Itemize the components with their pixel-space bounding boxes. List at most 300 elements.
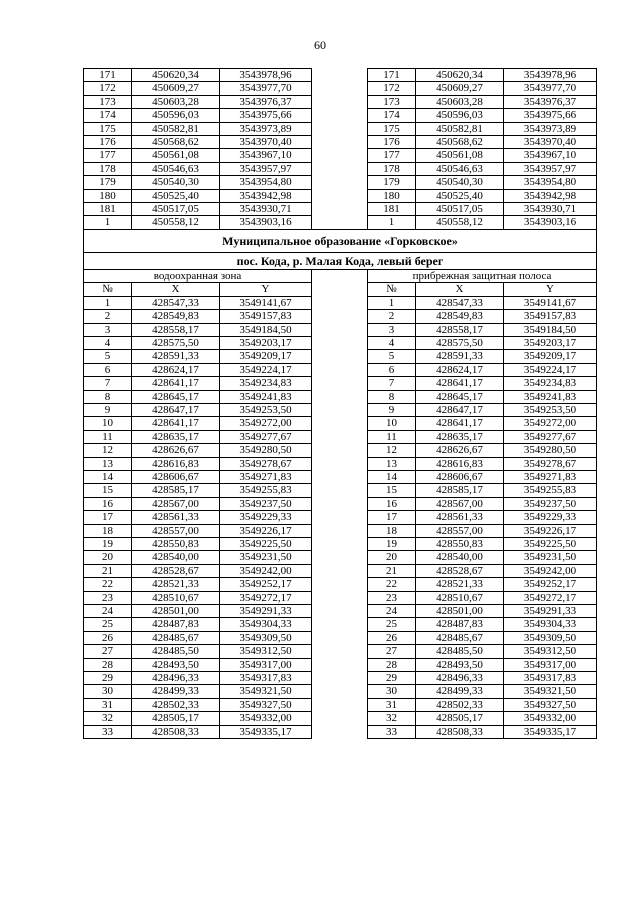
left-x-coordinate: 450517,05	[132, 203, 220, 216]
column-gap	[312, 551, 368, 564]
right-y-coordinate: 3549209,17	[504, 350, 597, 363]
table-row	[84, 698, 597, 711]
column-gap	[312, 444, 368, 457]
left-y-coordinate: 3549234,83	[220, 377, 312, 390]
left-point-number: 10	[84, 417, 132, 430]
left-y-coordinate: 3549317,00	[220, 658, 312, 671]
left-point-number: 174	[84, 109, 132, 122]
right-x-coordinate: 428540,00	[416, 551, 504, 564]
right-point-number: 181	[368, 203, 416, 216]
table-row	[84, 363, 597, 376]
left-point-number: 180	[84, 189, 132, 202]
column-gap	[312, 176, 368, 189]
left-y-coordinate: 3549332,00	[220, 712, 312, 725]
column-gap	[312, 203, 368, 216]
left-y-coordinate: 3543957,97	[220, 162, 312, 175]
column-gap	[312, 605, 368, 618]
table-row	[84, 564, 597, 577]
column-gap	[312, 631, 368, 644]
column-gap	[312, 109, 368, 122]
right-y-coordinate: 3549224,17	[504, 363, 597, 376]
right-point-number: 18	[368, 524, 416, 537]
right-x-coordinate: 428561,33	[416, 511, 504, 524]
left-x-coordinate: 428549,83	[132, 310, 220, 323]
right-point-number: 173	[368, 95, 416, 108]
right-y-coordinate: 3549234,83	[504, 377, 597, 390]
subsection-title: пос. Кода, р. Малая Кода, левый берег	[84, 252, 597, 269]
right-x-coordinate: 428550,83	[416, 538, 504, 551]
right-x-coordinate: 450558,12	[416, 216, 504, 229]
left-x-coordinate: 428496,33	[132, 672, 220, 685]
left-x-coordinate: 428487,83	[132, 618, 220, 631]
right-y-coordinate: 3549241,83	[504, 390, 597, 403]
table-row	[84, 403, 597, 416]
left-point-number: 4	[84, 336, 132, 349]
left-y-coordinate: 3543975,66	[220, 109, 312, 122]
right-point-number: 12	[368, 444, 416, 457]
column-gap	[312, 122, 368, 135]
left-y-coordinate: 3549280,50	[220, 444, 312, 457]
table-row	[84, 444, 597, 457]
right-point-number: 14	[368, 470, 416, 483]
right-point-number: 22	[368, 578, 416, 591]
right-x-coordinate: 428558,17	[416, 323, 504, 336]
right-y-coordinate: 3549312,50	[504, 645, 597, 658]
right-x-coordinate: 450525,40	[416, 189, 504, 202]
left-point-number: 27	[84, 645, 132, 658]
column-gap	[312, 564, 368, 577]
coordinates-table	[83, 68, 597, 739]
right-zone-label: прибрежная защитная полоса	[368, 269, 597, 282]
column-gap	[312, 591, 368, 604]
right-x-coordinate: 450546,63	[416, 162, 504, 175]
column-gap	[312, 618, 368, 631]
left-x-coordinate: 428485,50	[132, 645, 220, 658]
left-x-coordinate: 428591,33	[132, 350, 220, 363]
left-point-number: 176	[84, 136, 132, 149]
right-point-number: 4	[368, 336, 416, 349]
table-row	[84, 377, 597, 390]
right-x-coordinate: 428496,33	[416, 672, 504, 685]
left-y-coordinate: 3543970,40	[220, 136, 312, 149]
right-x-coordinate: 450620,34	[416, 69, 504, 82]
left-y-coordinate: 3543973,89	[220, 122, 312, 135]
left-x-coordinate: 428521,33	[132, 578, 220, 591]
left-x-coordinate: 428510,67	[132, 591, 220, 604]
left-x-coordinate: 428645,17	[132, 390, 220, 403]
column-gap	[312, 578, 368, 591]
right-y-coordinate: 3549280,50	[504, 444, 597, 457]
right-point-number: 9	[368, 403, 416, 416]
left-x-coordinate: 428550,83	[132, 538, 220, 551]
right-point-number: 23	[368, 591, 416, 604]
left-x-coordinate: 450525,40	[132, 189, 220, 202]
right-y-coordinate: 3549309,50	[504, 631, 597, 644]
column-gap	[312, 685, 368, 698]
left-point-number: 16	[84, 497, 132, 510]
right-y-coordinate: 3549141,67	[504, 296, 597, 309]
left-y-coordinate: 3543976,37	[220, 95, 312, 108]
right-point-number: 11	[368, 430, 416, 443]
column-gap	[312, 403, 368, 416]
right-x-coordinate: 428591,33	[416, 350, 504, 363]
right-y-coordinate: 3549252,17	[504, 578, 597, 591]
column-gap	[312, 484, 368, 497]
right-point-number: 29	[368, 672, 416, 685]
right-y-coordinate: 3549321,50	[504, 685, 597, 698]
right-point-number: 176	[368, 136, 416, 149]
left-point-number: 19	[84, 538, 132, 551]
table-row	[84, 578, 597, 591]
right-x-coordinate: 428499,33	[416, 685, 504, 698]
right-point-number: 33	[368, 725, 416, 738]
right-point-number: 20	[368, 551, 416, 564]
right-y-coordinate: 3549242,00	[504, 564, 597, 577]
right-x-coordinate: 428521,33	[416, 578, 504, 591]
right-x-coordinate: 428493,50	[416, 658, 504, 671]
right-point-number: 178	[368, 162, 416, 175]
column-gap	[312, 136, 368, 149]
right-y-coordinate: 3543977,70	[504, 82, 597, 95]
table-row	[84, 136, 597, 149]
column-gap	[312, 363, 368, 376]
left-x-coordinate: 450620,34	[132, 69, 220, 82]
right-x-coordinate: 428547,33	[416, 296, 504, 309]
right-y-coordinate: 3549272,17	[504, 591, 597, 604]
right-x-coordinate: 428606,67	[416, 470, 504, 483]
left-x-coordinate: 450582,81	[132, 122, 220, 135]
right-x-coordinate: 428567,00	[416, 497, 504, 510]
right-y-coordinate: 3549253,50	[504, 403, 597, 416]
column-gap	[312, 350, 368, 363]
left-y-coordinate: 3549225,50	[220, 538, 312, 551]
right-point-number: 10	[368, 417, 416, 430]
right-x-coordinate: 428635,17	[416, 430, 504, 443]
table-row	[84, 712, 597, 725]
left-point-number: 178	[84, 162, 132, 175]
left-point-number: 11	[84, 430, 132, 443]
table-row	[84, 122, 597, 135]
right-x-coordinate: 428641,17	[416, 417, 504, 430]
right-y-coordinate: 3549271,83	[504, 470, 597, 483]
right-point-number: 1	[368, 216, 416, 229]
right-point-number: 180	[368, 189, 416, 202]
right-x-coordinate: 450568,62	[416, 136, 504, 149]
right-header-x: X	[416, 283, 504, 296]
table-row	[84, 685, 597, 698]
left-x-coordinate: 450596,03	[132, 109, 220, 122]
left-point-number: 5	[84, 350, 132, 363]
table-row	[84, 82, 597, 95]
left-x-coordinate: 428635,17	[132, 430, 220, 443]
right-x-coordinate: 428501,00	[416, 605, 504, 618]
left-x-coordinate: 450561,08	[132, 149, 220, 162]
table-row	[84, 390, 597, 403]
left-point-number: 26	[84, 631, 132, 644]
left-point-number: 24	[84, 605, 132, 618]
right-x-coordinate: 428528,67	[416, 564, 504, 577]
table-row	[84, 323, 597, 336]
left-point-number: 23	[84, 591, 132, 604]
right-point-number: 6	[368, 363, 416, 376]
left-header-no: №	[84, 283, 132, 296]
column-gap	[312, 390, 368, 403]
left-x-coordinate: 450540,30	[132, 176, 220, 189]
left-point-number: 181	[84, 203, 132, 216]
left-point-number: 173	[84, 95, 132, 108]
right-header-no: №	[368, 283, 416, 296]
right-point-number: 5	[368, 350, 416, 363]
left-point-number: 29	[84, 672, 132, 685]
table-row	[84, 109, 597, 122]
column-gap	[312, 538, 368, 551]
table-row	[84, 95, 597, 108]
table-row	[84, 216, 597, 229]
right-x-coordinate: 428585,17	[416, 484, 504, 497]
right-point-number: 26	[368, 631, 416, 644]
left-point-number: 1	[84, 216, 132, 229]
right-x-coordinate: 428505,17	[416, 712, 504, 725]
right-y-coordinate: 3549225,50	[504, 538, 597, 551]
left-point-number: 177	[84, 149, 132, 162]
left-y-coordinate: 3549241,83	[220, 390, 312, 403]
right-y-coordinate: 3543942,98	[504, 189, 597, 202]
column-gap	[312, 336, 368, 349]
table-row	[84, 524, 597, 537]
left-point-number: 179	[84, 176, 132, 189]
table-row	[84, 538, 597, 551]
right-x-coordinate: 450582,81	[416, 122, 504, 135]
left-y-coordinate: 3549184,50	[220, 323, 312, 336]
table-row	[84, 658, 597, 671]
left-x-coordinate: 450558,12	[132, 216, 220, 229]
column-gap	[312, 149, 368, 162]
left-y-coordinate: 3549272,00	[220, 417, 312, 430]
right-y-coordinate: 3549304,33	[504, 618, 597, 631]
right-x-coordinate: 450609,27	[416, 82, 504, 95]
left-y-coordinate: 3549272,17	[220, 591, 312, 604]
column-gap	[312, 698, 368, 711]
right-point-number: 174	[368, 109, 416, 122]
page-number: 60	[314, 38, 326, 52]
right-x-coordinate: 428510,67	[416, 591, 504, 604]
column-gap	[312, 283, 368, 296]
column-gap	[312, 725, 368, 738]
table-row	[84, 511, 597, 524]
table-row	[84, 417, 597, 430]
left-y-coordinate: 3549255,83	[220, 484, 312, 497]
right-point-number: 171	[368, 69, 416, 82]
right-y-coordinate: 3549277,67	[504, 430, 597, 443]
right-point-number: 21	[368, 564, 416, 577]
left-x-coordinate: 428585,17	[132, 484, 220, 497]
right-x-coordinate: 428549,83	[416, 310, 504, 323]
right-point-number: 27	[368, 645, 416, 658]
left-y-coordinate: 3549237,50	[220, 497, 312, 510]
left-point-number: 22	[84, 578, 132, 591]
right-point-number: 24	[368, 605, 416, 618]
left-x-coordinate: 428508,33	[132, 725, 220, 738]
right-y-coordinate: 3549237,50	[504, 497, 597, 510]
left-y-coordinate: 3549229,33	[220, 511, 312, 524]
left-x-coordinate: 428493,50	[132, 658, 220, 671]
column-gap	[312, 497, 368, 510]
left-y-coordinate: 3543942,98	[220, 189, 312, 202]
left-point-number: 18	[84, 524, 132, 537]
left-x-coordinate: 428616,83	[132, 457, 220, 470]
left-point-number: 20	[84, 551, 132, 564]
left-x-coordinate: 450546,63	[132, 162, 220, 175]
right-y-coordinate: 3549327,50	[504, 698, 597, 711]
column-gap	[312, 269, 368, 282]
left-header-x: X	[132, 283, 220, 296]
table-row	[84, 457, 597, 470]
right-y-coordinate: 3549272,00	[504, 417, 597, 430]
column-gap	[312, 645, 368, 658]
column-gap	[312, 470, 368, 483]
right-x-coordinate: 428624,17	[416, 363, 504, 376]
column-gap	[312, 162, 368, 175]
table-row	[84, 497, 597, 510]
right-point-number: 13	[368, 457, 416, 470]
left-y-coordinate: 3549291,33	[220, 605, 312, 618]
left-point-number: 8	[84, 390, 132, 403]
left-x-coordinate: 428567,00	[132, 497, 220, 510]
left-point-number: 21	[84, 564, 132, 577]
left-y-coordinate: 3549252,17	[220, 578, 312, 591]
right-point-number: 30	[368, 685, 416, 698]
column-gap	[312, 430, 368, 443]
left-y-coordinate: 3549224,17	[220, 363, 312, 376]
left-y-coordinate: 3549141,67	[220, 296, 312, 309]
right-y-coordinate: 3549255,83	[504, 484, 597, 497]
left-x-coordinate: 428561,33	[132, 511, 220, 524]
right-point-number: 172	[368, 82, 416, 95]
right-point-number: 177	[368, 149, 416, 162]
right-y-coordinate: 3549291,33	[504, 605, 597, 618]
left-point-number: 7	[84, 377, 132, 390]
left-point-number: 3	[84, 323, 132, 336]
left-point-number: 32	[84, 712, 132, 725]
left-header-y: Y	[220, 283, 312, 296]
table-row	[84, 672, 597, 685]
right-point-number: 2	[368, 310, 416, 323]
right-y-coordinate: 3549231,50	[504, 551, 597, 564]
top-rows	[84, 69, 597, 230]
left-x-coordinate: 428485,67	[132, 631, 220, 644]
column-gap	[312, 216, 368, 229]
left-x-coordinate: 428558,17	[132, 323, 220, 336]
column-gap	[312, 672, 368, 685]
left-x-coordinate: 450568,62	[132, 136, 220, 149]
right-x-coordinate: 450517,05	[416, 203, 504, 216]
right-y-coordinate: 3543930,71	[504, 203, 597, 216]
right-point-number: 16	[368, 497, 416, 510]
left-y-coordinate: 3549312,50	[220, 645, 312, 658]
right-x-coordinate: 428647,17	[416, 403, 504, 416]
table-row	[84, 149, 597, 162]
right-y-coordinate: 3549157,83	[504, 310, 597, 323]
table-row	[84, 591, 597, 604]
column-gap	[312, 511, 368, 524]
left-y-coordinate: 3549277,67	[220, 430, 312, 443]
right-y-coordinate: 3549278,67	[504, 457, 597, 470]
left-point-number: 13	[84, 457, 132, 470]
left-x-coordinate: 428606,67	[132, 470, 220, 483]
left-x-coordinate: 450609,27	[132, 82, 220, 95]
right-point-number: 7	[368, 377, 416, 390]
left-y-coordinate: 3549209,17	[220, 350, 312, 363]
left-y-coordinate: 3543967,10	[220, 149, 312, 162]
right-point-number: 179	[368, 176, 416, 189]
table-row	[84, 645, 597, 658]
table-row	[84, 631, 597, 644]
column-gap	[312, 310, 368, 323]
table-row	[84, 162, 597, 175]
left-y-coordinate: 3549321,50	[220, 685, 312, 698]
right-point-number: 3	[368, 323, 416, 336]
left-point-number: 28	[84, 658, 132, 671]
right-y-coordinate: 3549229,33	[504, 511, 597, 524]
column-gap	[312, 457, 368, 470]
left-y-coordinate: 3549317,83	[220, 672, 312, 685]
left-point-number: 175	[84, 122, 132, 135]
table-row	[84, 310, 597, 323]
table-row	[84, 551, 597, 564]
section-title: Муниципальное образование «Горковское»	[84, 229, 597, 252]
right-point-number: 17	[368, 511, 416, 524]
table-row	[84, 176, 597, 189]
left-x-coordinate: 428502,33	[132, 698, 220, 711]
column-gap	[312, 712, 368, 725]
left-y-coordinate: 3543903,16	[220, 216, 312, 229]
left-point-number: 25	[84, 618, 132, 631]
table-row	[84, 430, 597, 443]
right-x-coordinate: 450561,08	[416, 149, 504, 162]
left-x-coordinate: 450603,28	[132, 95, 220, 108]
left-y-coordinate: 3549253,50	[220, 403, 312, 416]
right-y-coordinate: 3543975,66	[504, 109, 597, 122]
right-y-coordinate: 3543970,40	[504, 136, 597, 149]
left-x-coordinate: 428575,50	[132, 336, 220, 349]
right-point-number: 175	[368, 122, 416, 135]
column-gap	[312, 189, 368, 202]
left-point-number: 6	[84, 363, 132, 376]
table-row	[84, 484, 597, 497]
column-gap	[312, 82, 368, 95]
right-x-coordinate: 428502,33	[416, 698, 504, 711]
left-y-coordinate: 3549271,83	[220, 470, 312, 483]
right-point-number: 8	[368, 390, 416, 403]
table-row	[84, 470, 597, 483]
right-y-coordinate: 3543957,97	[504, 162, 597, 175]
right-x-coordinate: 450603,28	[416, 95, 504, 108]
left-point-number: 9	[84, 403, 132, 416]
left-x-coordinate: 428499,33	[132, 685, 220, 698]
right-y-coordinate: 3549317,00	[504, 658, 597, 671]
column-gap	[312, 323, 368, 336]
right-x-coordinate: 428616,83	[416, 457, 504, 470]
column-gap	[312, 95, 368, 108]
left-y-coordinate: 3543977,70	[220, 82, 312, 95]
right-y-coordinate: 3549184,50	[504, 323, 597, 336]
right-x-coordinate: 428641,17	[416, 377, 504, 390]
left-x-coordinate: 428501,00	[132, 605, 220, 618]
left-y-coordinate: 3549231,50	[220, 551, 312, 564]
right-point-number: 1	[368, 296, 416, 309]
column-gap	[312, 658, 368, 671]
right-header-y: Y	[504, 283, 597, 296]
